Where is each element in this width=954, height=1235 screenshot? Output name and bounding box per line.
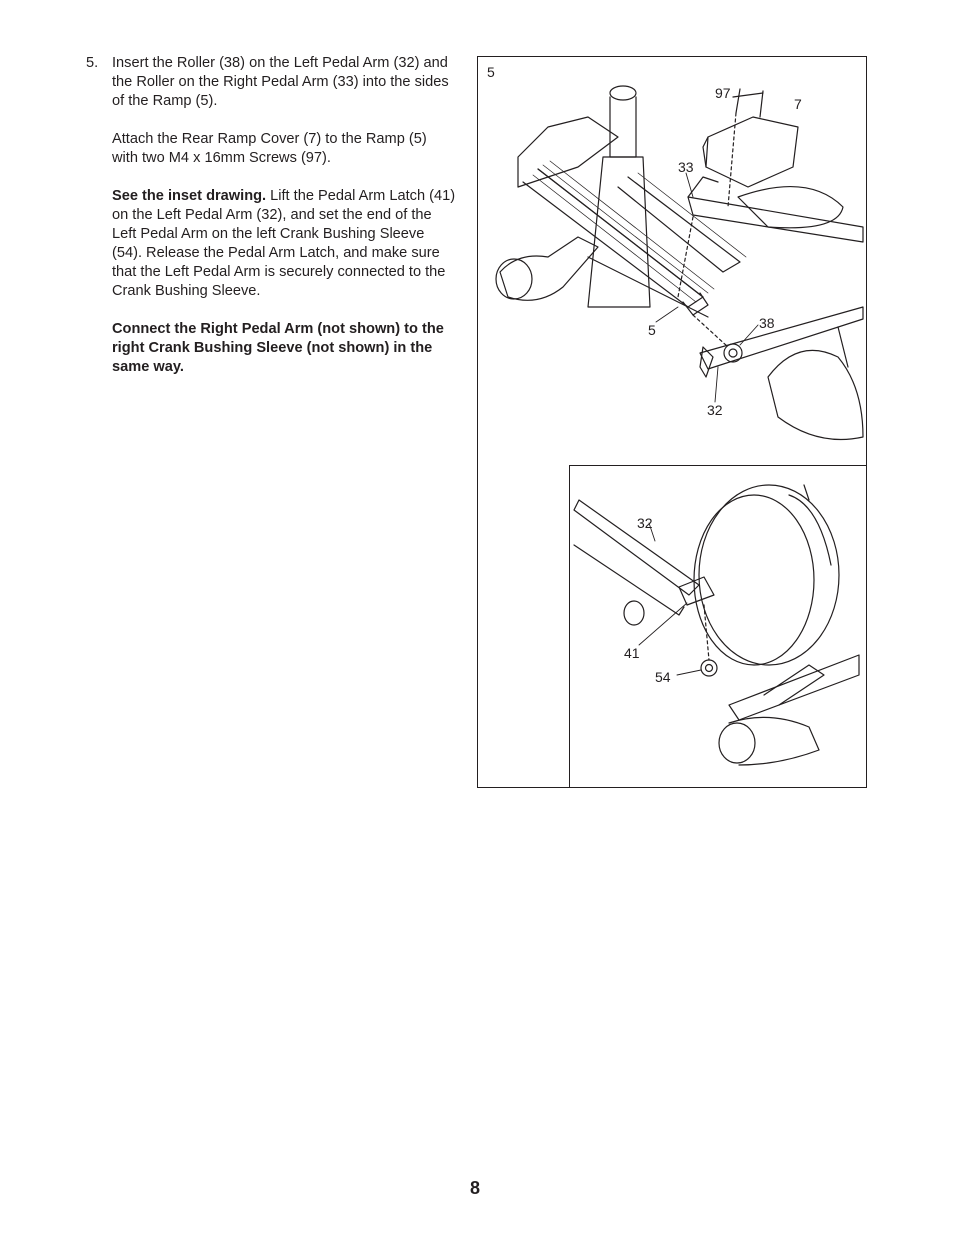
upright-post bbox=[588, 86, 650, 307]
step-paragraph-rollers: Insert the Roller (38) on the Left Pedal Arm (32) and the Roller on the Right Pedal Arm (33) into the sides of the Ramp (5). bbox=[112, 55, 449, 109]
inset-callout-latch: 41 bbox=[624, 645, 640, 661]
inset-callout-sleeve: 54 bbox=[655, 669, 671, 685]
callout-right-arm: 33 bbox=[678, 159, 694, 175]
rear-ramp-cover bbox=[703, 89, 798, 207]
inset-callout-left-arm: 32 bbox=[637, 515, 653, 531]
right-arm-note: Connect the Right Pedal Arm (not shown) to the right Crank Bushing Sleeve (not shown) in the same way. bbox=[112, 321, 444, 375]
right-pedal-arm bbox=[678, 177, 863, 297]
inset-frame bbox=[569, 465, 867, 788]
left-pedal-arm bbox=[693, 307, 863, 440]
assembly-figure bbox=[477, 56, 867, 788]
step-paragraph-right-arm bbox=[112, 320, 456, 377]
callout-roller: 38 bbox=[759, 315, 775, 331]
step-paragraph-ramp-cover: Attach the Rear Ramp Cover (7) to the Ramp (5) with two M4 x 16mm Screws (97). bbox=[112, 131, 427, 166]
figure-number: 5 bbox=[487, 64, 495, 80]
ramp-drawing bbox=[518, 117, 746, 315]
callout-screws: 97 bbox=[715, 85, 731, 101]
base-frame bbox=[496, 237, 708, 317]
inset-note-bold: See the inset drawing. bbox=[112, 188, 267, 204]
callout-cover: 7 bbox=[794, 96, 802, 112]
step-number: 5. bbox=[86, 55, 99, 71]
callout-ramp: 5 bbox=[648, 322, 656, 338]
instruction-step bbox=[86, 54, 456, 396]
page-number: 8 bbox=[470, 1178, 481, 1198]
callout-left-arm: 32 bbox=[707, 402, 723, 418]
step-paragraph-inset bbox=[112, 187, 456, 301]
inset-note-text: Lift the Pedal Arm Latch (41) on the Left Pedal Arm (32), and set the end of the Left Pedal Arm on the left Crank Bushing Sleeve (54). Release the Pedal Arm Latch, and make sure that the Left Pedal Arm is securely connected to the Crank Bushing Sleeve. bbox=[112, 188, 456, 299]
